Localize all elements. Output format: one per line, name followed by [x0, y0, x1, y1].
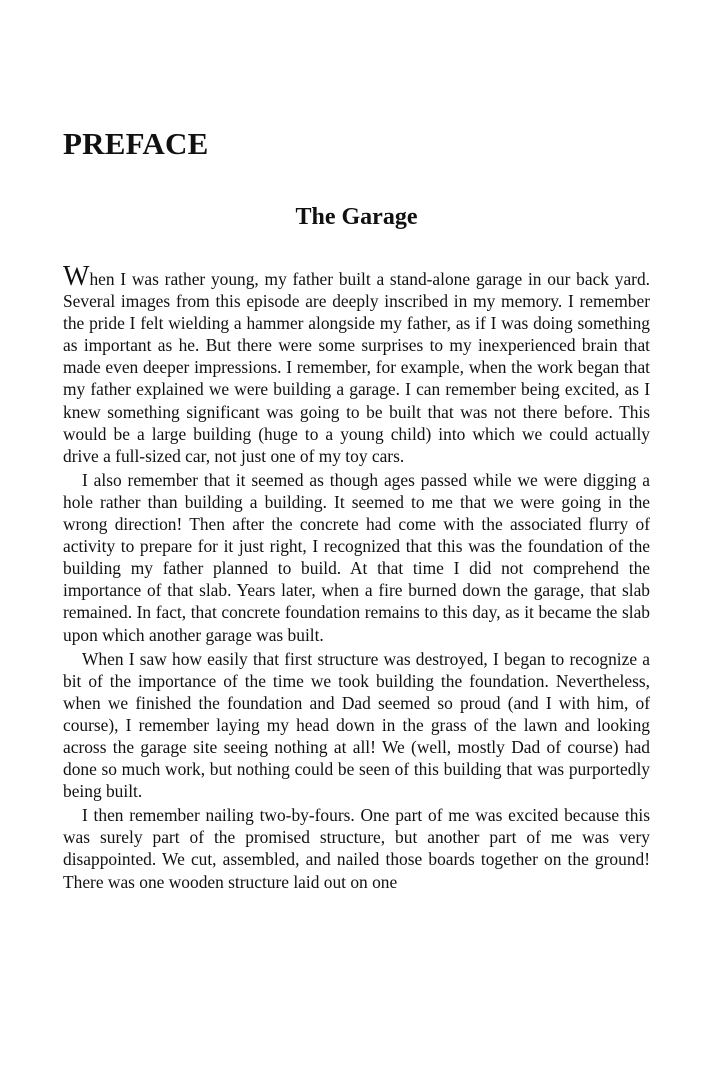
paragraph-4: I then remember nailing two-by-fours. One part of me was excited because this was surely part of the promised structure, but another part of me was very disappointed. We cut, assembled, and nailed those boards together on the ground! There was one wooden structure laid out on one — [63, 805, 650, 892]
chapter-title: PREFACE — [63, 126, 209, 161]
section-title: The Garage — [295, 204, 418, 230]
paragraph-3: When I saw how easily that first structure was destroyed, I began to recognize a bit of the importance of the time we took building the foundation. Nevertheless, when we finished the foundation and Dad seemed so proud (and I with him, of course), I remember laying my head down in the grass of the lawn and looking across the garage site seeing nothing at all! We (well, mostly Dad of course) had done so much work, but nothing could be seen of this building that was purportedly being built. — [63, 648, 650, 802]
paragraph-1-text: hen I was rather young, my father built a stand-alone garage in our back yard. Several images from this episode are deeply inscribed in my memory. I remember the pride I felt wielding a hammer alongside my father, as if I was doing something as important as he. But there were some surprises to my inexperienced brain that made even deeper impressions. I remember, for example, when the work began that my father explained we were building a garage. I can remember being excited, as I knew something significant was going to be built that was not there before. This would be a large building (huge to a young child) into which we could actually drive a full-sized car, not just one of my toy cars. — [63, 269, 650, 466]
paragraph-2: I also remember that it seemed as though ages passed while we were digging a hole rather than building a building. It seemed to me that we were going in the wrong direction! Then after the concrete had come with the associated flurry of activity to prepare for it just right, I recognized that this was the foundation of the building my father planned to build. At that time I did not comprehend the importance of that slab. Years later, when a fire burned down the garage, that slab remained. In fact, that concrete foundation remains to this day, as it became the slab upon which another garage was built. — [63, 469, 650, 645]
body-text — [63, 261, 650, 893]
paragraph-1 — [63, 261, 650, 467]
drop-cap-letter: W — [63, 261, 90, 292]
